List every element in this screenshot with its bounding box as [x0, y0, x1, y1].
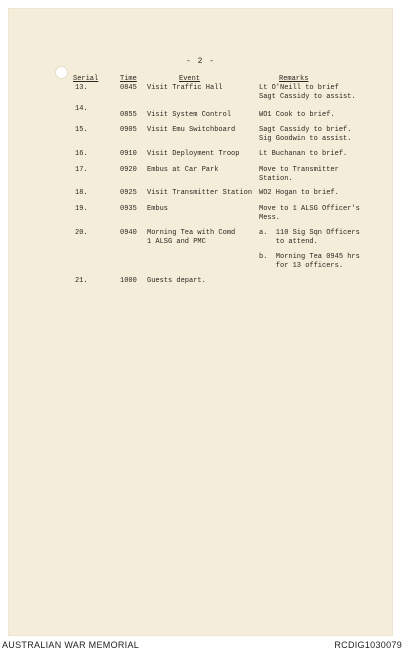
document-page [8, 8, 393, 636]
row-14-serial: 14. [75, 105, 88, 113]
header-remarks: Remarks [279, 75, 309, 83]
row-19-remark-1: Move to 1 ALSG Officer's [259, 205, 360, 213]
page-number: - 2 - [185, 57, 215, 66]
row-15-remark-1: Sagt Cassidy to brief. [259, 126, 352, 134]
row-15-remark-2: Sig Goodwin to assist. [259, 134, 352, 143]
row-16-serial: 16. [75, 150, 88, 158]
row-17-serial: 17. [75, 166, 88, 174]
header-time: Time [120, 75, 137, 83]
row-16-time: 0910 [120, 150, 137, 158]
row-18-remark-1: WO2 Hogan to brief. [259, 189, 339, 197]
footer-record-id: RCDIG1030079 [334, 640, 402, 650]
row-17-remark-2: Station. [259, 174, 293, 183]
punch-hole [55, 66, 68, 79]
row-17-remark-1: Move to Transmitter [259, 166, 339, 174]
row-19-event: Embus [147, 205, 169, 213]
row-20-event-2: 1 ALSG and PMC [147, 237, 206, 246]
row-18-event: Visit Transmitter Station [147, 189, 253, 197]
row-14-time: 0855 [120, 111, 137, 119]
row-19-serial: 19. [75, 205, 88, 213]
row-15-time: 0905 [120, 126, 137, 134]
row-13-event: Visit Traffic Hall [147, 84, 223, 92]
row-14-event: Visit System Control [147, 111, 232, 119]
footer-archive-name: AUSTRALIAN WAR MEMORIAL [2, 640, 140, 650]
row-17-time: 0920 [120, 166, 137, 174]
row-13-remark-1: Lt O'Neill to brief [259, 84, 339, 92]
row-20-serial: 20. [75, 229, 88, 237]
row-13-serial: 13. [75, 84, 88, 92]
row-19-time: 0935 [120, 205, 137, 213]
row-15-event: Visit Emu Switchboard [147, 126, 236, 134]
row-18-time: 0925 [120, 189, 137, 197]
row-21-serial: 21. [75, 277, 88, 285]
row-15-serial: 15. [75, 126, 88, 134]
row-20-remark-b-1: b. Morning Tea 0945 hrs [259, 253, 360, 261]
row-13-remark-2: Sagt Cassidy to assist. [259, 92, 356, 101]
header-serial: Serial [73, 75, 99, 83]
row-19-remark-2: Mess. [259, 213, 281, 222]
row-20-remark-b-2: for 13 officers. [259, 261, 344, 270]
row-20-time: 0940 [120, 229, 137, 237]
header-event: Event [179, 75, 201, 83]
row-20-remark-a-1: a. 110 Sig Sqn Officers [259, 229, 360, 237]
row-21-time: 1000 [120, 277, 137, 285]
row-21-event: Guests depart. [147, 277, 206, 285]
row-20-event-1: Morning Tea with Comd [147, 229, 236, 237]
row-13-time: 0845 [120, 84, 137, 92]
row-14-remark-1: WO1 Cook to brief. [259, 111, 335, 119]
row-16-event: Visit Deployment Troop [147, 150, 240, 158]
row-20-remark-a-2: to attend. [259, 237, 318, 246]
row-18-serial: 18. [75, 189, 88, 197]
row-17-event: Embus at Car Park [147, 166, 219, 174]
row-16-remark-1: Lt Buchanan to brief. [259, 150, 348, 158]
